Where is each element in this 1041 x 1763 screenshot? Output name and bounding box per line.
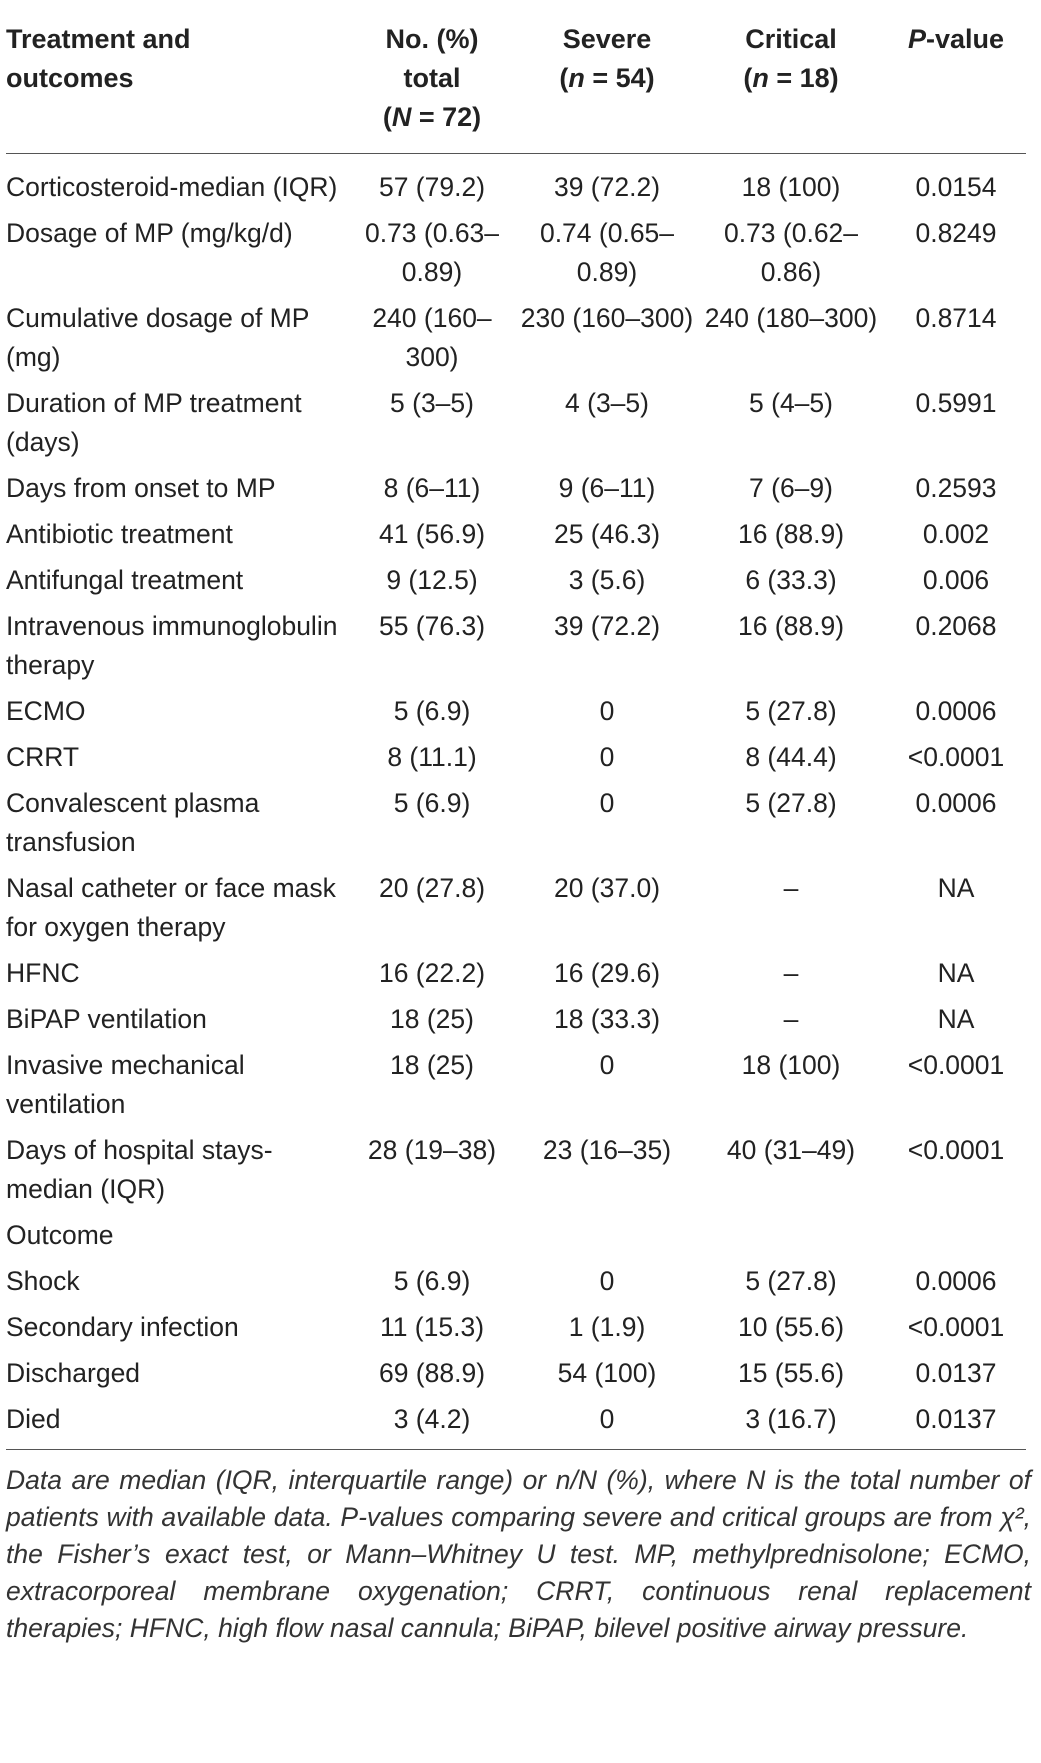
table-cell: – [783,1004,799,1034]
table-row [6,558,1026,604]
table-cell: 5 (6.9) [393,788,471,818]
table-row [6,296,1026,381]
table-cell: 0.8714 [915,303,997,333]
table-row [6,1351,1026,1397]
table-row [6,466,1026,512]
row-label: Convalescent plasma transfusion [6,788,260,857]
row-label: Nasal catheter or face mask for oxygen therapy [6,873,336,942]
table-cell: 40 (31–49) [726,1135,856,1165]
table-cell: – [783,873,799,903]
table-row [6,997,1026,1043]
table-cell: 240 (180–300) [704,303,878,333]
header-line: outcomes [6,63,134,93]
table-cell: <0.0001 [907,1050,1005,1080]
table-cell: 16 (29.6) [553,958,661,988]
table-cell: NA [937,958,975,988]
row-label: Duration of MP treatment (days) [6,388,302,457]
row-label: Antibiotic treatment [6,519,233,549]
table-cell: 9 (6–11) [558,473,656,503]
table-cell: 0.2593 [915,473,997,503]
table-cell: 8 (44.4) [745,742,837,772]
table-cell: 0.74 (0.65–0.89) [539,218,675,287]
header-line: (N = 72) [382,102,482,132]
table-cell: 20 (37.0) [553,873,661,903]
row-label: Cumulative dosage of MP (mg) [6,303,309,372]
table-cell [696,1213,886,1259]
table-cell: 0.0006 [915,696,997,726]
table-cell: <0.0001 [907,742,1005,772]
table-row [6,1397,1026,1450]
table-cell: 55 (76.3) [378,611,486,641]
header-p-value [886,0,1026,154]
row-label: Discharged [6,1358,141,1388]
table-cell: 7 (6–9) [749,473,833,503]
table-cell: 0 [599,788,615,818]
table-cell: 0.0137 [915,1358,997,1388]
table-cell: <0.0001 [907,1312,1005,1342]
table-cell: 6 (33.3) [745,565,837,595]
table-cell: 0.0006 [915,788,997,818]
table-cell: 5 (6.9) [393,1266,471,1296]
header-total [346,0,518,154]
treatment-outcomes-table [6,0,1026,1450]
table-cell: 16 (88.9) [737,519,845,549]
table-cell: 0.0154 [915,172,997,202]
table-cell: 3 (5.6) [568,565,646,595]
table-cell: 18 (25) [390,1004,474,1034]
table-cell: 0.0137 [915,1404,997,1434]
header-line: No. (%) [385,24,479,54]
table-cell: NA [937,1004,975,1034]
table-cell: 0.006 [922,565,990,595]
header-row [6,0,1026,154]
row-label: BiPAP ventilation [6,1004,207,1034]
header-line: Treatment and [6,24,191,54]
table-cell [886,1213,1026,1259]
table-cell: 3 (4.2) [393,1404,471,1434]
row-label: HFNC [6,958,80,988]
table-cell: 16 (22.2) [378,958,486,988]
row-label: ECMO [6,696,86,726]
table-row [6,1305,1026,1351]
table-cell: 8 (6–11) [383,473,481,503]
row-label: Corticosteroid-median (IQR) [6,172,338,202]
header-line: (n = 54) [559,63,655,93]
table-row [6,604,1026,689]
table-header [6,0,1026,154]
table-row [6,689,1026,735]
row-label: Dosage of MP (mg/kg/d) [6,218,293,248]
table-cell: 0 [599,1050,615,1080]
table-cell: 240 (160–300) [372,303,492,372]
header-line: Critical [745,24,837,54]
table-cell: NA [937,873,975,903]
table-row [6,1043,1026,1128]
table-cell: 15 (55.6) [737,1358,845,1388]
table-row [6,951,1026,997]
table-cell: 20 (27.8) [378,873,486,903]
row-label: Secondary infection [6,1312,239,1342]
header-line: Severe [562,24,652,54]
table-row [6,512,1026,558]
table-cell: 41 (56.9) [378,519,486,549]
table-cell: 8 (11.1) [387,742,477,772]
table-row [6,1259,1026,1305]
table-cell: 18 (33.3) [553,1004,661,1034]
table-row [6,1128,1026,1213]
table-cell: 0.73 (0.62–0.86) [723,218,859,287]
table-cell: 11 (15.3) [379,1312,485,1342]
table-cell: 25 (46.3) [553,519,661,549]
header-treatment [6,0,346,154]
header-line: total [403,63,461,93]
table-cell: 18 (25) [390,1050,474,1080]
table-cell: 0 [599,1266,615,1296]
table-row [6,211,1026,296]
header-line: (n = 18) [743,63,839,93]
row-label: CRRT [6,742,80,772]
table-cell: – [783,958,799,988]
table-cell: 10 (55.6) [737,1312,845,1342]
table-cell: 0 [599,742,615,772]
table-cell [518,1213,696,1259]
table-cell: 0.2068 [915,611,997,641]
row-label: Died [6,1404,61,1434]
table-cell: 39 (72.2) [553,611,661,641]
table-row [6,866,1026,951]
table-cell: 1 (1.9) [568,1312,646,1342]
table-cell: 5 (27.8) [745,1266,837,1296]
table-cell: 5 (27.8) [745,696,837,726]
table-cell: <0.0001 [907,1135,1005,1165]
table-row [6,1213,1026,1259]
table-cell: 23 (16–35) [542,1135,672,1165]
row-label: Days of hospital stays-median (IQR) [6,1135,273,1204]
table-cell: 54 (100) [557,1358,657,1388]
table-cell: 69 (88.9) [378,1358,486,1388]
table-cell: 39 (72.2) [553,172,661,202]
row-label: Days from onset to MP [6,473,276,503]
table-row [6,781,1026,866]
table-cell: 16 (88.9) [737,611,845,641]
header-critical [696,0,886,154]
table-footnote: Data are median (IQR, interquartile range) or n/N (%), where N is the total number of patients with available data. P-values comparing severe and critical groups are from χ², the Fisher’s exact test, or Mann–Whitney U test. MP, methylprednisolone; ECMO, extracorporeal membrane oxygenation; CRRT, continuous renal replacement therapies; HFNC, high flow nasal cannula; BiPAP, bilevel positive airway pressure. [6,1465,1031,1643]
table-cell: 18 (100) [741,1050,841,1080]
row-label: Invasive mechanical ventilation [6,1050,245,1119]
row-label: Outcome [6,1220,114,1250]
table-cell: 0.002 [922,519,990,549]
table-row [6,735,1026,781]
table-cell: 5 (3–5) [390,388,474,418]
table-cell: 0 [599,696,615,726]
table-row [6,381,1026,466]
table-cell: 4 (3–5) [565,388,649,418]
row-label: Intravenous immunoglobulin therapy [6,611,338,680]
table-cell: 9 (12.5) [386,565,478,595]
table-cell: 57 (79.2) [378,172,486,202]
table-cell: 5 (4–5) [749,388,833,418]
row-label: Shock [6,1266,80,1296]
header-line: P-value [907,24,1005,54]
table-cell: 18 (100) [741,172,841,202]
table-cell: 0.0006 [915,1266,997,1296]
table-cell: 0.5991 [915,388,997,418]
row-label: Antifungal treatment [6,565,244,595]
table-cell: 5 (6.9) [393,696,471,726]
table-cell: 0.8249 [915,218,997,248]
table-body [6,154,1026,1450]
header-severe [518,0,696,154]
table-cell [346,1213,518,1259]
table-cell: 28 (19–38) [367,1135,497,1165]
table-cell: 5 (27.8) [745,788,837,818]
table-cell: 230 (160–300) [520,303,694,333]
table-row [6,154,1026,212]
table-cell: 0 [599,1404,615,1434]
table-cell: 0.73 (0.63–0.89) [364,218,500,287]
table-cell: 3 (16.7) [745,1404,837,1434]
